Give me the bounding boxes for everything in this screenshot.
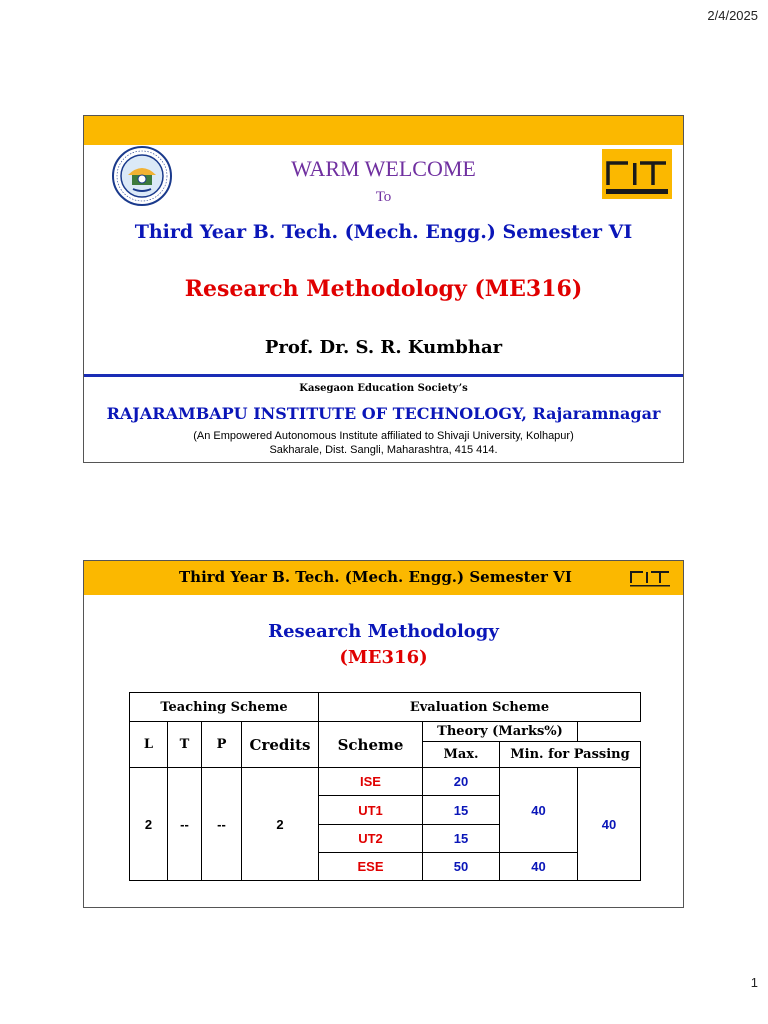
cell-min-overall: 40 bbox=[578, 768, 641, 881]
cell-l: 2 bbox=[130, 768, 168, 881]
rit-logo-mark-icon bbox=[602, 149, 672, 199]
cell-max: 15 bbox=[423, 796, 500, 825]
date-stamp: 2/4/2025 bbox=[707, 8, 758, 23]
course-name: Research Methodology bbox=[268, 621, 499, 642]
cell-t: -- bbox=[168, 768, 202, 881]
slide-scheme bbox=[83, 560, 684, 908]
cell-scheme: UT2 bbox=[319, 825, 423, 853]
col-credits-header: Credits bbox=[242, 722, 319, 768]
cell-p: -- bbox=[202, 768, 242, 881]
cell-scheme: ISE bbox=[319, 768, 423, 796]
cell-max: 50 bbox=[423, 853, 500, 881]
cell-max: 15 bbox=[423, 825, 500, 853]
page-number: 1 bbox=[750, 975, 758, 990]
col-scheme-header: Scheme bbox=[319, 722, 423, 768]
cell-max: 20 bbox=[423, 768, 500, 796]
table-row bbox=[130, 693, 641, 722]
cell-scheme: ESE bbox=[319, 853, 423, 881]
address-text: Sakharale, Dist. Sangli, Maharashtra, 415 414. bbox=[269, 444, 498, 456]
rit-logo bbox=[602, 149, 672, 199]
rit-mini-logo-icon bbox=[628, 568, 672, 588]
course-title: Research Methodology (ME316) bbox=[184, 276, 583, 302]
divider bbox=[84, 374, 683, 377]
teaching-scheme-header: Teaching Scheme bbox=[130, 693, 319, 722]
affiliation-text: (An Empowered Autonomous Institute affiliated to Shivaji University, Kolhapur) bbox=[193, 430, 574, 442]
slide-welcome bbox=[83, 115, 684, 463]
welcome-to: To bbox=[375, 189, 392, 205]
blank-cell bbox=[578, 722, 641, 742]
col-p-header: P bbox=[202, 722, 242, 768]
scheme-table bbox=[129, 692, 641, 881]
col-t-header: T bbox=[168, 722, 202, 768]
cell-min-internal: 40 bbox=[500, 768, 578, 853]
col-max-header: Max. bbox=[423, 742, 500, 768]
cell-min-ese: 40 bbox=[500, 853, 578, 881]
cell-scheme: UT1 bbox=[319, 796, 423, 825]
professor-name: Prof. Dr. S. R. Kumbhar bbox=[264, 337, 503, 358]
society-name: Kasegaon Education Society’s bbox=[299, 383, 468, 394]
col-min-header: Min. for Passing bbox=[500, 742, 641, 768]
semester-title: Third Year B. Tech. (Mech. Engg.) Semester VI bbox=[134, 221, 633, 243]
slide-header-title: Third Year B. Tech. (Mech. Engg.) Semester VI bbox=[179, 568, 572, 586]
table-row bbox=[130, 722, 641, 742]
institute-name: RAJARAMBAPU INSTITUTE OF TECHNOLOGY, Rajaramnagar bbox=[106, 404, 661, 423]
col-l-header: L bbox=[130, 722, 168, 768]
course-code: (ME316) bbox=[339, 647, 428, 668]
slide-header-bar bbox=[84, 116, 683, 145]
table-row bbox=[130, 768, 641, 796]
evaluation-scheme-header: Evaluation Scheme bbox=[319, 693, 641, 722]
welcome-heading: WARM WELCOME bbox=[291, 156, 476, 181]
cell-credits: 2 bbox=[242, 768, 319, 881]
theory-header: Theory (Marks%) bbox=[423, 722, 578, 742]
